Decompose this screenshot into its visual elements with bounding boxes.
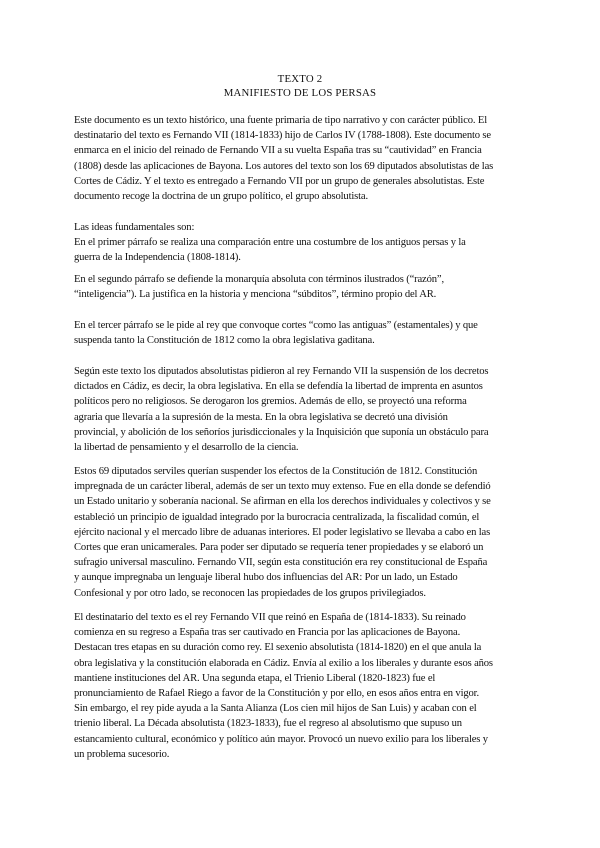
text-line: estancamiento cultural, económico y político aún mayor. Provocó un nuevo exilio para los liberales y: [74, 733, 488, 745]
text-line: estableció un principio de igualdad integrado por la burocracia centralizada, la fiscalidad común, el: [74, 511, 480, 523]
document-title: TEXTO 2: [277, 73, 323, 85]
text-line: destinatario del texto es Fernando VII (1814-1833) hijo de Carlos IV (1788-1808). Este documento se: [74, 130, 491, 142]
text-line: un Estado unitario y soberanía nacional. Se afirman en ella los derechos individuales y colectivos y se: [74, 496, 491, 508]
text-line: Sin embargo, el rey pide ayuda a la Santa Alianza (Los cien mil hijos de San Luis) y acaban con el: [74, 703, 477, 715]
text-line: Según este texto los diputados absolutistas pidieron al rey Fernando VII la suspensión de los decretos: [74, 366, 489, 377]
text-line: enmarca en el inicio del reinado de Fernando VII a su vuelta España tras su “cautividad” en Francia: [74, 145, 482, 157]
text-line: Cortes de Cádiz. Y el texto es entregado a Fernando VII por un grupo de generales absolutistas. Este: [74, 175, 485, 187]
text-line: políticos pero no religiosos. Se derogaron los gremios. Además de ello, se proyectó una reforma: [74, 396, 467, 408]
paragraph-reign: [74, 610, 530, 762]
text-line: provincial, y abolición de los señoríos jurisdiccionales y la Inquisición que suponía un obstáculo para: [74, 426, 489, 438]
paragraph-third: [74, 318, 530, 348]
text-line: Las ideas fundamentales son:: [74, 222, 195, 233]
text-line: agraria que llevaría a la supresión de la mesta. En la obra legislativa se decretó una división: [74, 411, 448, 423]
text-line: En el tercer párrafo se le pide al rey que convoque cortes “como las antiguas” (estamentales) y que: [74, 320, 478, 331]
text-line: Este documento es un texto histórico, una fuente primaria de tipo narrativo y con carácter público. El: [74, 115, 488, 126]
paragraph-petition: [74, 364, 530, 455]
text-line: El destinatario del texto es el rey Fernando VII que reinó en España de (1814-1833). Su reinado: [74, 612, 466, 623]
text-line: guerra de la Independencia (1808-1814).: [74, 252, 241, 264]
text-line: (1808) desde las aplicaciones de Bayona. Los autores del texto son los 69 diputados absolutistas de las: [74, 160, 494, 172]
text-line: En el segundo párrafo se defiende la monarquía absoluta con términos ilustrados (“razón”,: [74, 274, 444, 285]
text-line: y aunque impregnaba un lenguaje liberal hubo dos influencias del AR: Por un lado, un Estado: [74, 572, 458, 584]
text-line: “inteligencia”). La justifica en la historia y menciona “súbditos”, término propio del AR.: [74, 289, 437, 301]
text-line: En el primer párrafo se realiza una comparación entre una costumbre de los antiguos persas y la: [74, 237, 466, 249]
text-line: ejército nacional y el mercado libre de aduanas interiores. El poder legislativo se llevaba a cabo en las: [74, 526, 491, 538]
paragraph-second: [74, 272, 530, 302]
text-line: un problema sucesorio.: [74, 748, 170, 760]
text-line: Destacan tres etapas en su duración como rey. El sexenio absolutista (1814-1820) en el que anula la: [74, 642, 482, 654]
paragraph-ideas: [74, 220, 530, 266]
text-line: comienza en su regreso a España tras ser cautivado en Francia por las aplicaciones de Bayona.: [74, 627, 461, 639]
text-line: suspenda tanto la Constitución de 1812 como la obra legislativa gaditana.: [74, 335, 375, 347]
text-line: Confesional y por otro lado, se reconocen las propiedades de los grupos privilegiados.: [74, 587, 426, 599]
text-line: impregnada de un carácter liberal, además de ser un texto muy extenso. Fue en ella donde se defendió: [74, 481, 491, 493]
text-line: pronunciamiento de Rafael Riego a favor de la Constitución y por ello, en esos años entra en vigor.: [74, 687, 479, 699]
paragraph-intro: [74, 113, 530, 204]
paragraph-constitution: [74, 464, 530, 601]
text-line: mantiene instituciones del AR. Una segunda etapa, el Trienio Liberal (1820-1823) fue el: [74, 672, 436, 684]
text-line: Estos 69 diputados serviles querían suspender los efectos de la Constitución de 1812. Constitución: [74, 466, 478, 477]
text-line: documento recoge la doctrina de un grupo político, el grupo absolutista.: [74, 190, 368, 202]
text-line: trienio liberal. La Década absolutista (1823-1833), fue el regreso al absolutismo que supuso un: [74, 718, 462, 730]
text-line: la libertad de pensamiento y el desarrollo de la ciencia.: [74, 441, 299, 453]
document-subtitle: MANIFIESTO DE LOS PERSAS: [223, 87, 377, 99]
text-line: obra legislativa y la constitución elaborada en Cádiz. Envía al exilio a los liberales y durante esos años: [74, 657, 493, 669]
text-line: Cortes que eran unicamerales. Para poder ser diputado se requería tener propiedades y se elaboró un: [74, 541, 484, 553]
text-line: dictados en Cádiz, es decir, la obra legislativa. En ella se defendía la libertad de imprenta en asuntos: [74, 381, 483, 393]
text-line: sufragio universal masculino. Fernando VII, según esta constitución era rey constitucional de España: [74, 557, 488, 569]
